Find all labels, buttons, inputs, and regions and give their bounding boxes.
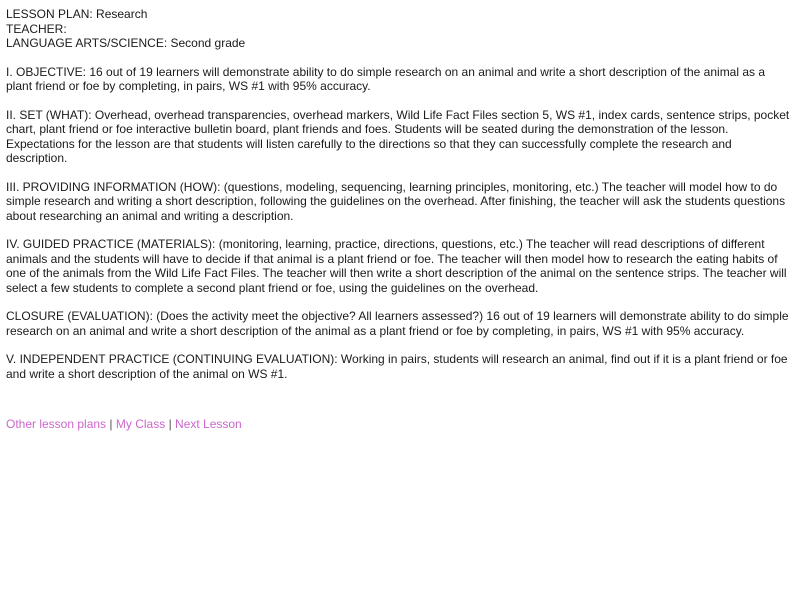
providing-information-section [6,180,794,224]
set-section [6,108,794,166]
teacher-line: TEACHER: [6,21,67,36]
footer-nav [6,417,794,432]
my-class-link[interactable]: My Class [115,417,166,431]
objective-section [6,65,794,94]
guided-practice-section [6,237,794,295]
subject-line: LANGUAGE ARTS/SCIENCE: Second grade [6,36,246,50]
other-lesson-plans-link[interactable]: Other lesson plans [6,417,107,431]
set-text: II. SET (WHAT): Overhead, overhead transparencies, overhead markers, Wild Life Fact Files section 5, WS #1, index cards, sentence strips, pocket chart, plant friend or foe interactive bulletin board, plant friends and foes. Students will be seated during the demonstration of the lesson. Expectations for the lesson are that students will listen carefully to the directions so that they can successfully complete the research and description. [6,107,790,165]
closure-section [6,309,794,338]
closure-text: CLOSURE (EVALUATION): (Does the activity meet the objective? All learners assessed?) 16 out of 19 learners will demonstrate ability to do simple research on an animal and write a short description of the animal as a plant friend or foe by completing, in pairs, WS #1 with 95% accuracy. [6,309,789,338]
lesson-header [6,7,794,51]
providing-information-text: III. PROVIDING INFORMATION (HOW): (questions, modeling, sequencing, learning principles, monitoring, etc.) The teacher will model how to do simple research and writing a short description, following the guidelines on the overhead. After finishing, the teacher will ask the students questions about researching an animal and writing a description. [6,179,786,223]
nav-separator: | [168,417,172,431]
guided-practice-text: IV. GUIDED PRACTICE (MATERIALS): (monitoring, learning, practice, directions, questions, etc.) The teacher will read descriptions of different animals and the students will have to decide if that animal is a plant friend or foe. The teacher will then model how to research the eating habits of one of the animals from the Wild Life Fact Files. The teacher will then write a short description of the animal on the sentence strips. The teacher will select a few students to complete a second plant friend or foe, using the guidelines on the overhead. [6,237,787,295]
lesson-plan-title: LESSON PLAN: Research [6,7,148,21]
independent-practice-text: V. INDEPENDENT PRACTICE (CONTINUING EVALUATION): Working in pairs, students will research an animal, find out if it is a plant friend or foe and write a short description of the animal on WS #1. [6,352,788,381]
objective-text: I. OBJECTIVE: 16 out of 19 learners will demonstrate ability to do simple research on an animal and write a short description of the animal as a plant friend or foe by completing, in pairs, WS #1 with 95% accuracy. [6,64,766,93]
next-lesson-link[interactable]: Next Lesson [175,417,242,431]
independent-practice-section [6,352,794,381]
nav-separator: | [109,417,113,431]
